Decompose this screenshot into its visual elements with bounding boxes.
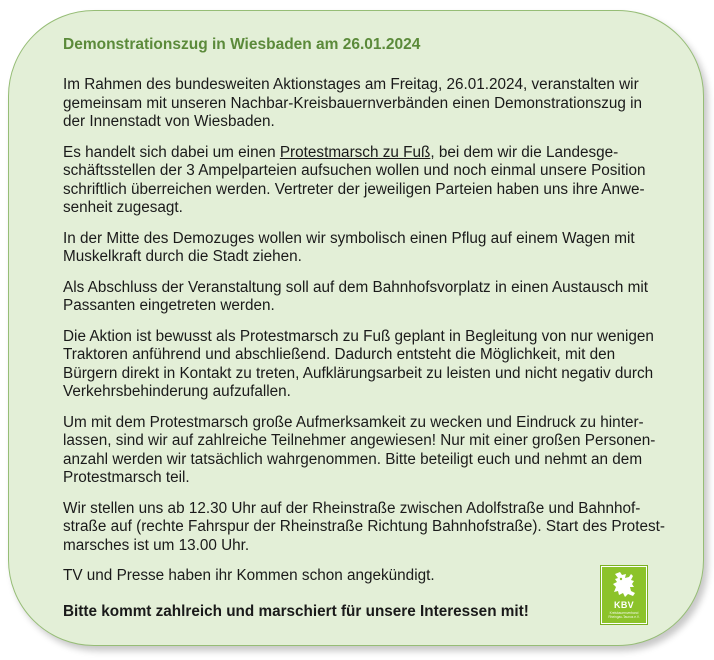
paragraph-press: TV und Presse haben ihr Kommen schon angekündigt. bbox=[63, 567, 435, 584]
paragraph-intro: Im Rahmen des bundesweiten Aktionstages am Freitag, 26.01.2024, veranstalten wir gemeinsam mit unseren Nachbar-Kreisbauernverbänden einen Demonstrationszug in der Innenstadt von Wiesbaden. bbox=[63, 76, 643, 130]
logo-text: KBV bbox=[614, 600, 634, 610]
kbv-logo bbox=[601, 566, 647, 624]
paragraph-closing-event: Als Abschluss der Veranstaltung soll auf dem Bahnhofsvorplatz in einen Austausch mit Passanten eingetreten werden. bbox=[63, 278, 649, 314]
paragraph-participation: Um mit dem Protestmarsch große Aufmerksamkeit zu wecken und Eindruck zu hinter- lassen, sind wir auf zahlreiche Teilnehmer angewiesen! Nur mit einer großen Personen- anzahl werden wir tatsächlich wahrgenommen. Bitte beteiligt euch und nehmt an dem Protestmarsch teil. bbox=[63, 413, 656, 486]
closing-call: Bitte kommt zahlreich und marschiert für unsere Interessen mit! bbox=[63, 602, 529, 620]
paragraph-protest-march: Es handelt sich dabei um einen Protestmarsch zu Fuß, bei dem wir die Landesge- schäftsstellen der 3 Ampelparteien aufsuchen wollen und noch einmal unsere Position schriftlich überreichen werden. Vertreter der jeweiligen Parteien haben uns ihre Anwe- senheit zugesagt. bbox=[63, 143, 646, 216]
announcement-body bbox=[63, 76, 703, 633]
paragraph-action-purpose: Die Aktion ist bewusst als Protestmarsch zu Fuß geplant in Begleitung von nur wenigen Traktoren anführend und abschließend. Dadurch entsteht die Möglichkeit, mit den Bürgern direkt in Kontakt zu treten, Aufklärungsarbeit zu leisten und nicht negativ durch Verkehrsbehinderung aufzufallen. bbox=[63, 327, 654, 400]
paragraph-meeting-point: Wir stellen uns ab 12.30 Uhr auf der Rheinstraße zwischen Adolfstraße und Bahnhof- straße auf (rechte Fahrspur der Rheinstraße Richtung Bahnhofstraße). Start des Protest- marsches ist um 13.00 Uhr. bbox=[63, 499, 665, 554]
page-title: Demonstrationszug in Wiesbaden am 26.01.2024 bbox=[63, 36, 421, 53]
protest-march-emphasis: Protestmarsch zu Fuß bbox=[279, 143, 431, 161]
logo-subtext: Kreisbauernverband Rheingau-Taunus e.V. bbox=[608, 611, 640, 619]
paragraph-plough: In der Mitte des Demozuges wollen wir symbolisch einen Pflug auf einem Wagen mit Muskelkraft durch die Stadt ziehen. bbox=[63, 229, 635, 265]
lion-icon bbox=[611, 571, 637, 599]
